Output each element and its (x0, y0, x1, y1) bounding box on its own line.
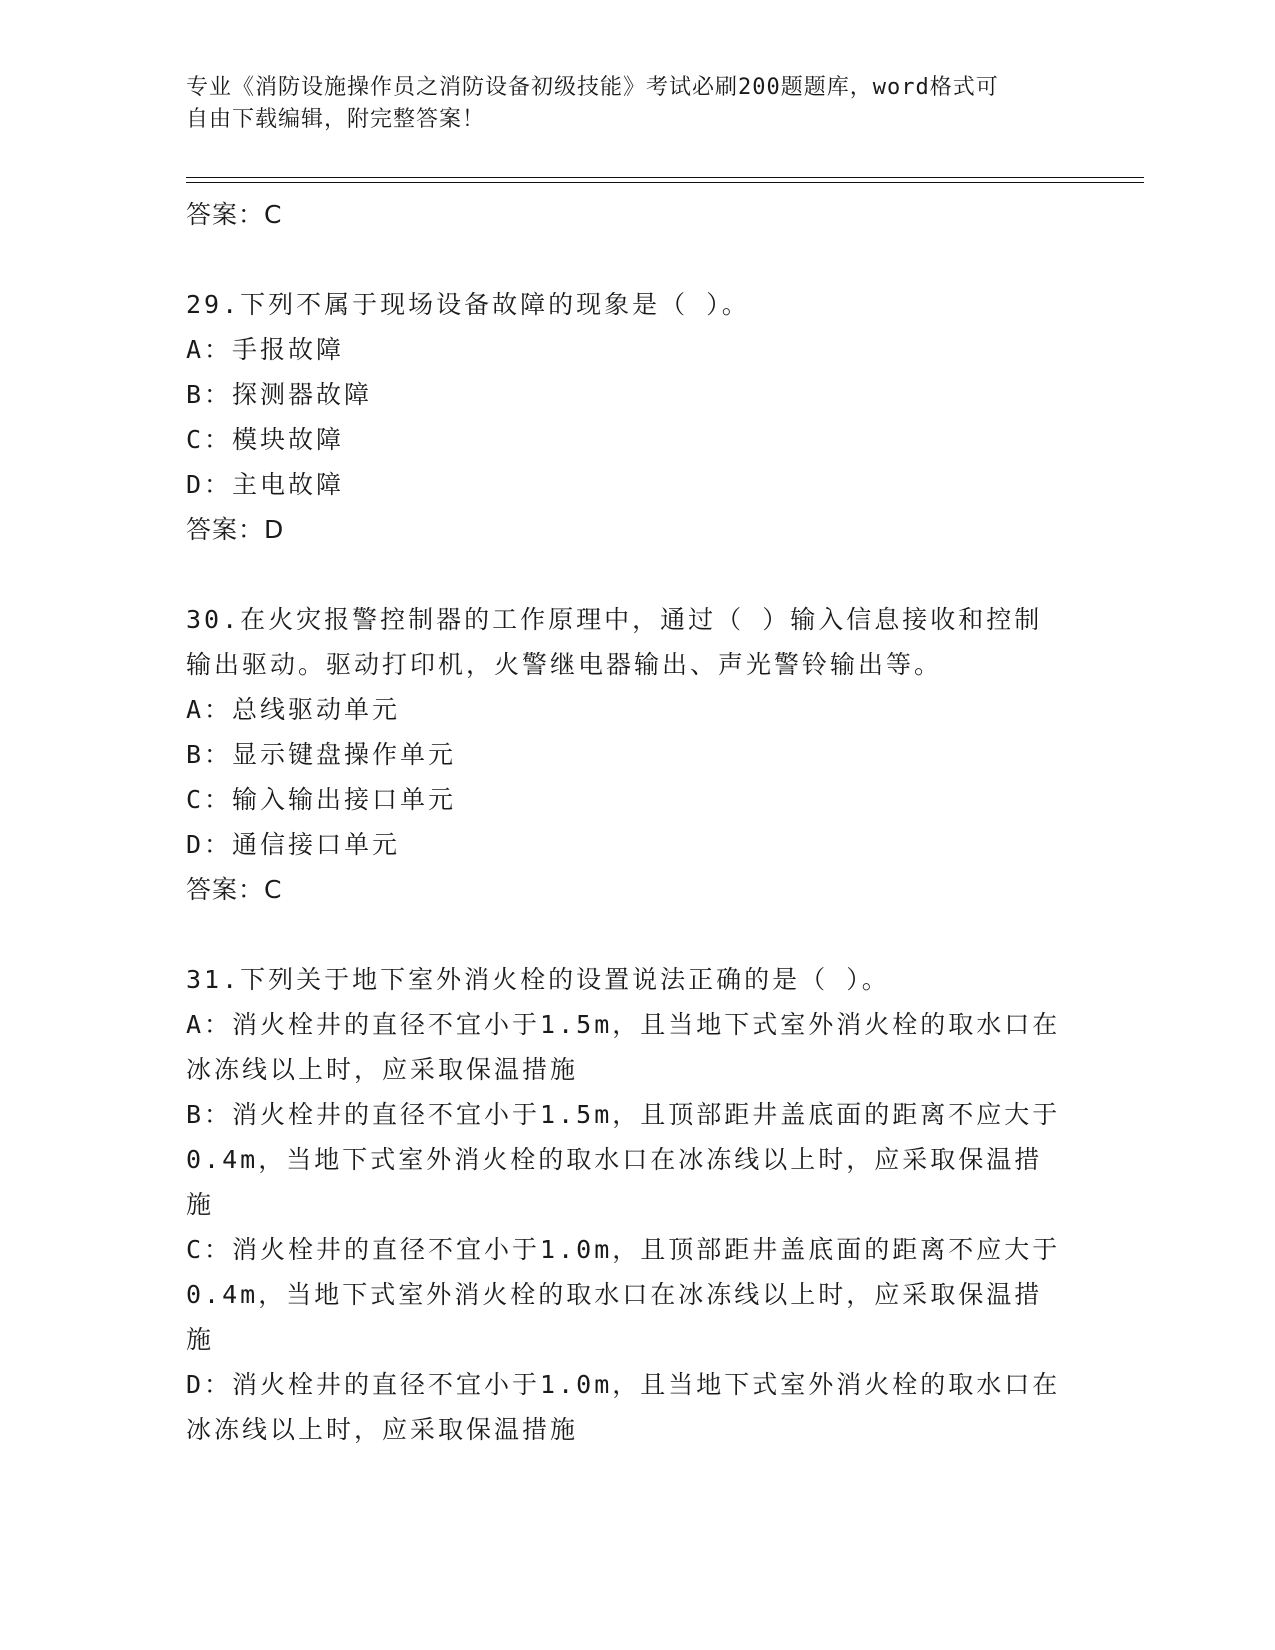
option-b-line-1: B：消火栓井的直径不宜小于1.5m，且顶部距井盖底面的距离不应大于 (186, 1100, 1061, 1129)
option-d: D：主电故障 (186, 470, 345, 499)
question-31 (186, 957, 1086, 1452)
option-b: B：显示键盘操作单元 (186, 740, 457, 769)
option-d: D：通信接口单元 (186, 830, 401, 859)
option-a: A：总线驱动单元 (186, 695, 401, 724)
option-d-line-1: D：消火栓井的直径不宜小于1.0m，且当地下式室外消火栓的取水口在 (186, 1370, 1061, 1399)
previous-answer: 答案：C (186, 200, 283, 229)
question-list (186, 192, 1086, 1452)
question-stem: 31.下列关于地下室外消火栓的设置说法正确的是（ ）。 (186, 965, 890, 994)
header-divider-bottom (186, 182, 1144, 183)
answer-line: 答案：C (186, 875, 283, 904)
header-line-2: 自由下载编辑，附完整答案！ (186, 107, 486, 132)
question-stem-line-2: 输出驱动。驱动打印机，火警继电器输出、声光警铃输出等。 (186, 650, 943, 679)
option-c-line-1: C：消火栓井的直径不宜小于1.0m，且顶部距井盖底面的距离不应大于 (186, 1235, 1061, 1264)
option-c: C：输入输出接口单元 (186, 785, 457, 814)
question-30 (186, 597, 1086, 913)
question-stem: 29.下列不属于现场设备故障的现象是（ ）。 (186, 290, 750, 319)
document-header (186, 72, 1066, 136)
option-c-line-3: 施 (186, 1325, 215, 1354)
option-a: A：手报故障 (186, 335, 345, 364)
option-c-line-2: 0.4m，当地下式室外消火栓的取水口在冰冻线以上时，应采取保温措 (186, 1280, 1043, 1309)
option-c: C：模块故障 (186, 425, 345, 454)
option-a-line-2: 冰冻线以上时，应采取保温措施 (186, 1055, 579, 1084)
header-line-1: 专业《消防设施操作员之消防设备初级技能》考试必刷200题题库，word格式可 (186, 75, 999, 100)
question-stem-line-1: 30.在火灾报警控制器的工作原理中，通过（ ）输入信息接收和控制 (186, 605, 1043, 634)
header-divider-top (186, 177, 1144, 178)
option-b-line-2: 0.4m，当地下式室外消火栓的取水口在冰冻线以上时，应采取保温措 (186, 1145, 1043, 1174)
option-b-line-3: 施 (186, 1190, 215, 1219)
option-a-line-1: A：消火栓井的直径不宜小于1.5m，且当地下式室外消火栓的取水口在 (186, 1010, 1061, 1039)
answer-line: 答案：D (186, 515, 285, 544)
question-29 (186, 282, 1086, 553)
option-b: B：探测器故障 (186, 380, 373, 409)
option-d-line-2: 冰冻线以上时，应采取保温措施 (186, 1415, 579, 1444)
